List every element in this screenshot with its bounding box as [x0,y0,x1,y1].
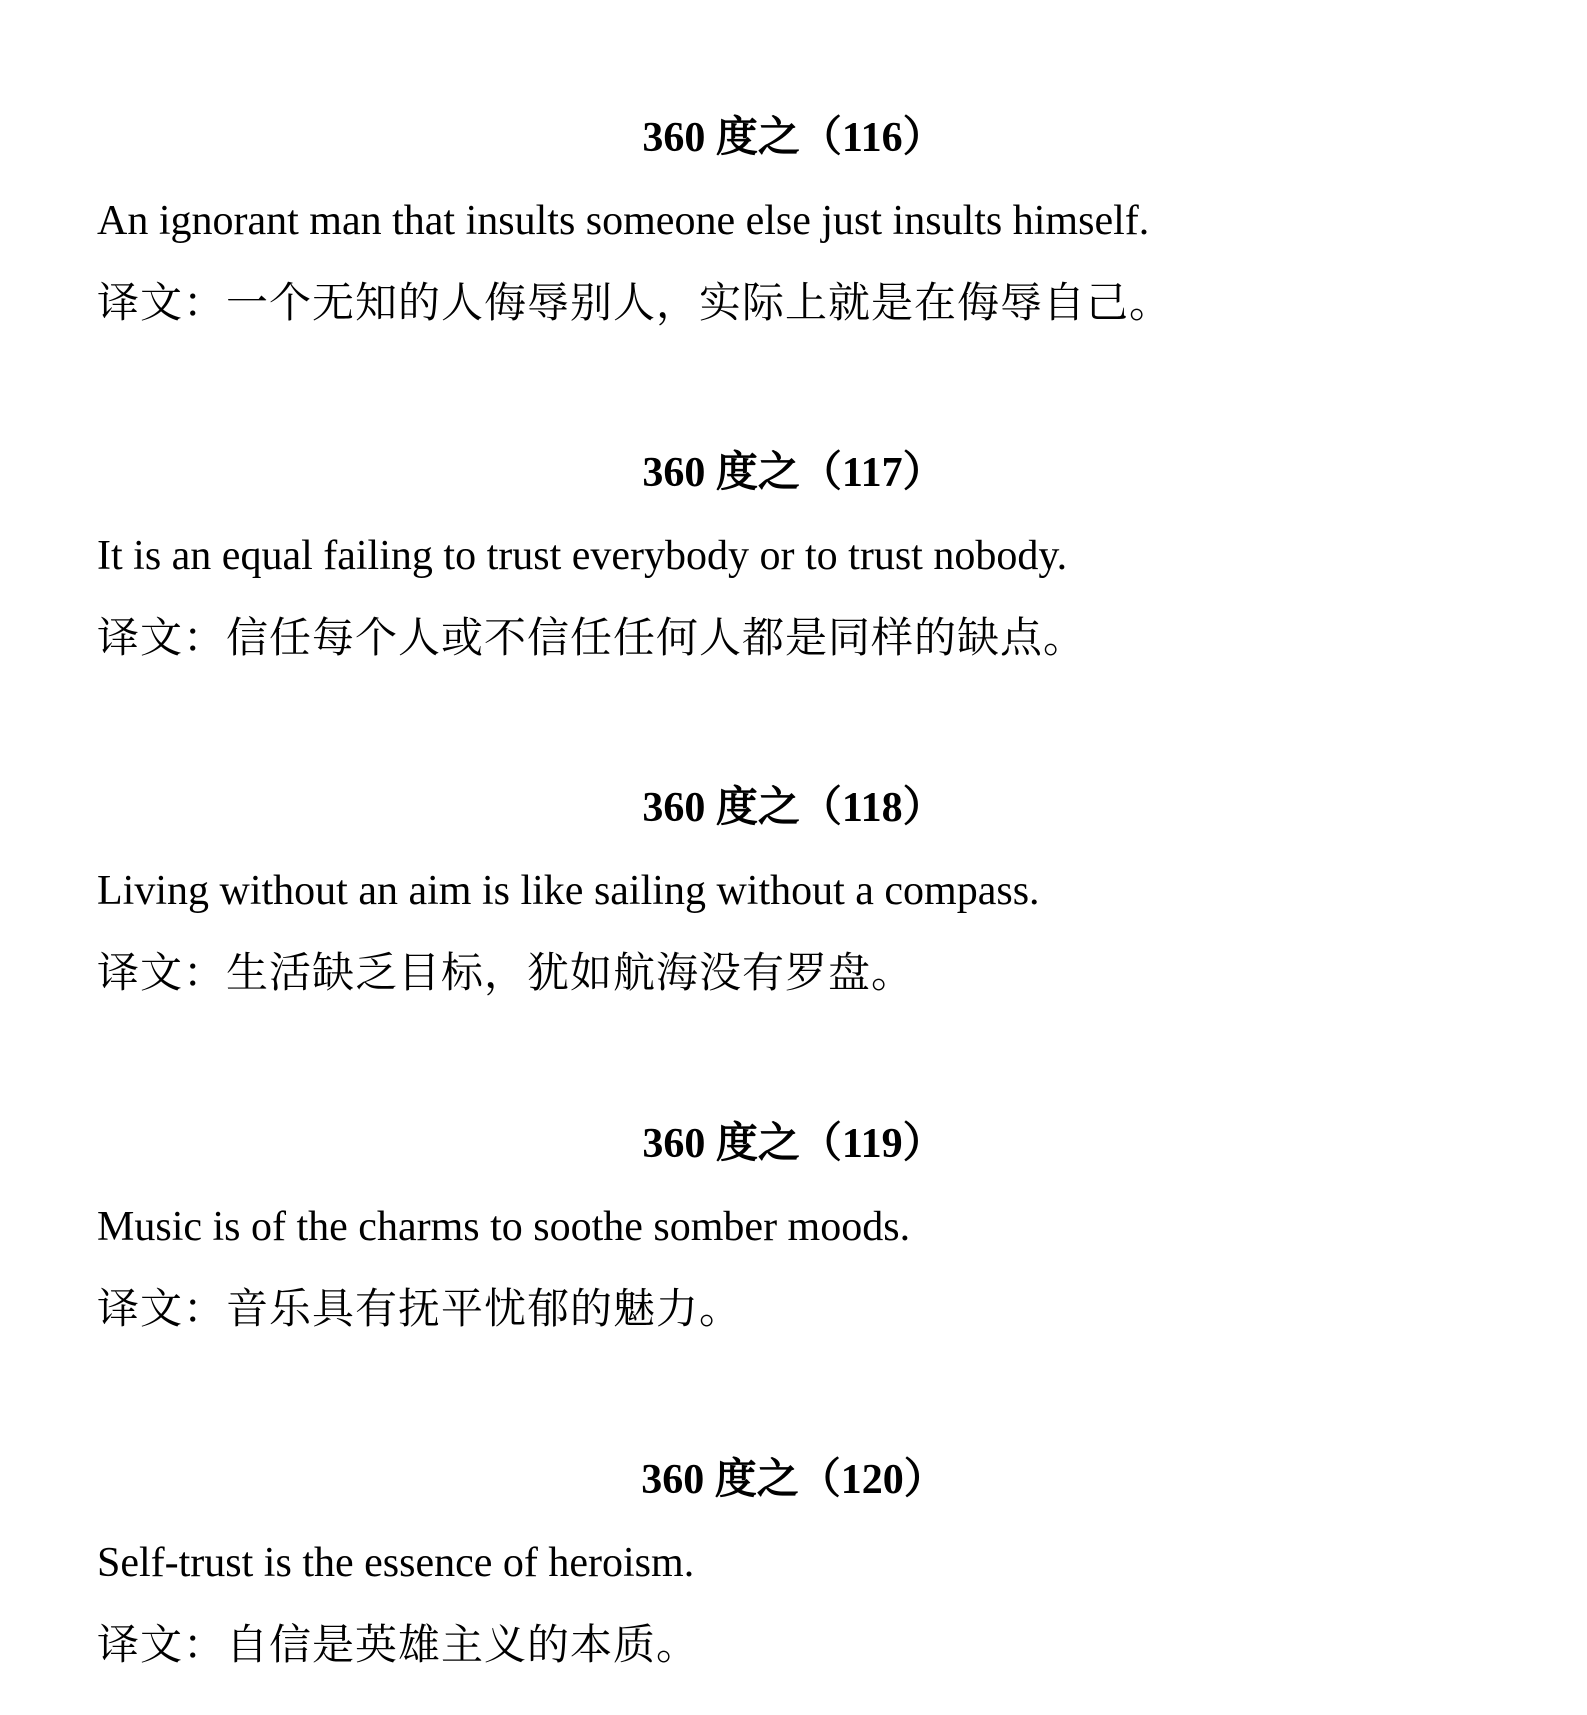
english-quote: Living without an aim is like sailing without a compass. [97,868,1040,914]
entry-title: 360 度之（117） [642,450,945,496]
chinese-translation: 译文：音乐具有抚平忧郁的魅力。 [97,1287,743,1333]
chinese-translation: 译文：信任每个人或不信任任何人都是同样的缺点。 [97,616,1087,662]
english-quote: Self-trust is the essence of heroism. [97,1540,695,1586]
english-quote: It is an equal failing to trust everybody or to trust nobody. [97,533,1068,579]
entry-title: 360 度之（120） [641,1457,946,1503]
entry-title: 360 度之（118） [642,785,945,831]
chinese-translation: 译文：一个无知的人侮辱别人，实际上就是在侮辱自己。 [97,281,1173,327]
english-quote: An ignorant man that insults someone else just insults himself. [97,198,1150,244]
entry-title: 360 度之（119） [642,1121,945,1167]
chinese-translation: 译文：自信是英雄主义的本质。 [97,1623,700,1669]
entry-title: 360 度之（116） [642,115,945,161]
english-quote: Music is of the charms to soothe somber moods. [97,1204,911,1250]
chinese-translation: 译文：生活缺乏目标，犹如航海没有罗盘。 [97,951,915,997]
